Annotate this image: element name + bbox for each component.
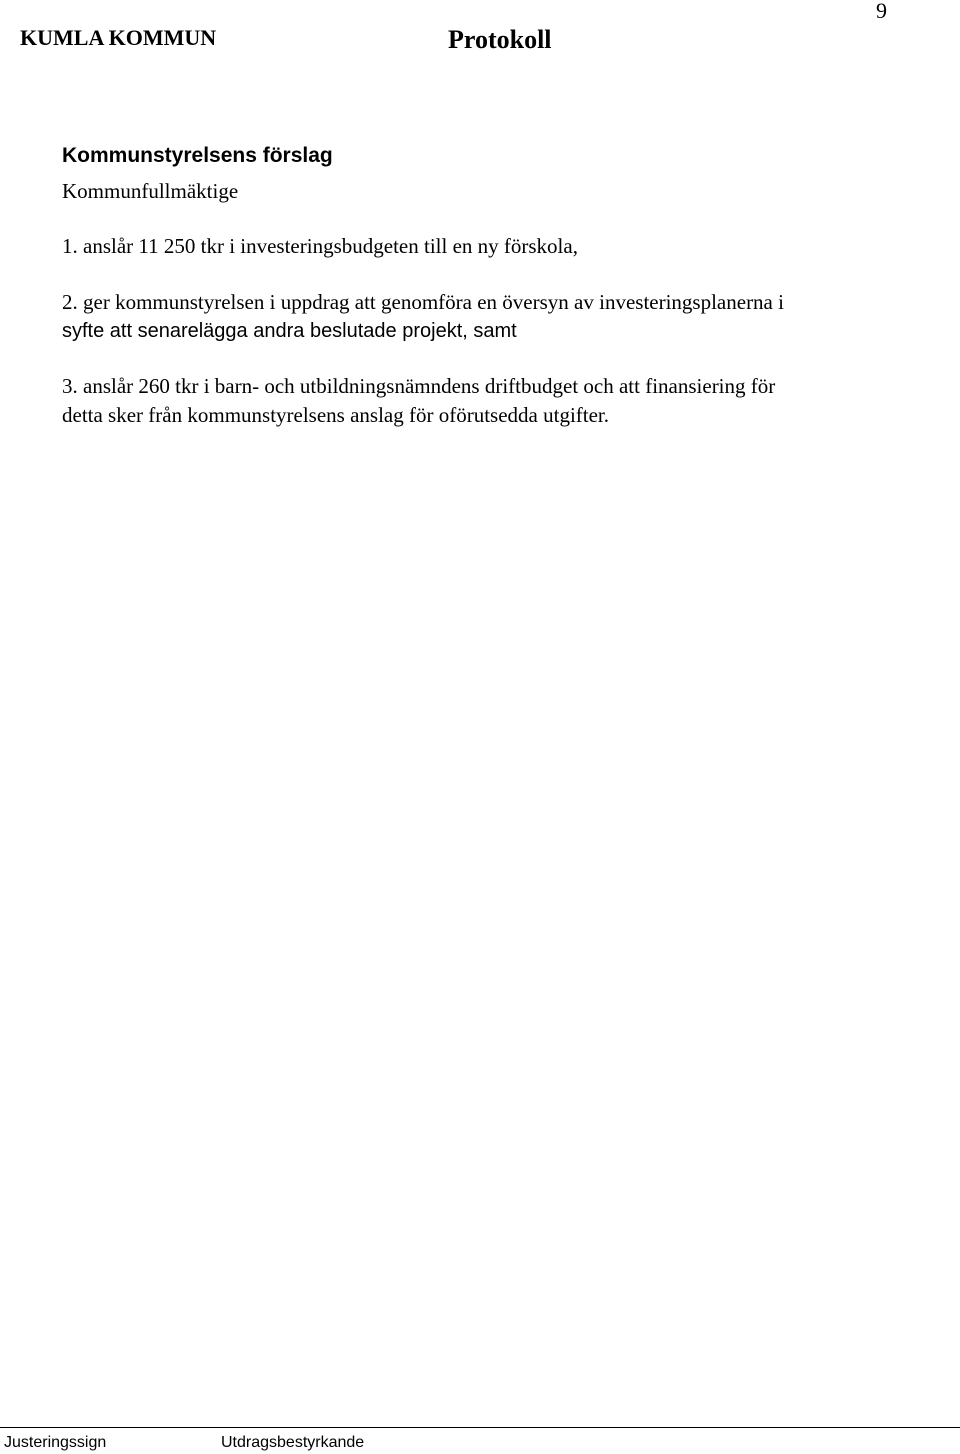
proposal-item-3: [62, 372, 902, 430]
proposal-item-3-line-2: detta sker från kommunstyrelsens anslag för oförutsedda utgifter.: [62, 403, 610, 427]
organization-name: KUMLA KOMMUN: [20, 25, 217, 50]
footer-divider: [0, 1427, 960, 1428]
section-heading: Kommunstyrelsens förslag: [62, 144, 333, 167]
page-number: 9: [876, 0, 887, 23]
recipient-subheading: Kommunfullmäktige: [62, 179, 239, 203]
proposal-item-3-line-1: 3. anslår 260 tkr i barn- och utbildningsnämndens driftbudget och att finansiering för: [62, 374, 776, 398]
proposal-item-1: [62, 232, 902, 261]
proposal-item-2-line-2: syfte att senarelägga andra beslutade projekt, samt: [62, 320, 517, 342]
proposal-item-2: [62, 288, 902, 346]
footer-justeringssign-label: Justeringssign: [4, 1434, 107, 1451]
document-type-title: Protokoll: [448, 25, 552, 54]
proposal-item-1-line-1: 1. anslår 11 250 tkr i investeringsbudgeten till en ny förskola,: [62, 234, 578, 258]
footer-utdragsbestyrkande-label: Utdragsbestyrkande: [221, 1434, 365, 1451]
proposal-item-2-line-1: 2. ger kommunstyrelsen i uppdrag att genomföra en översyn av investeringsplanerna i: [62, 290, 784, 314]
